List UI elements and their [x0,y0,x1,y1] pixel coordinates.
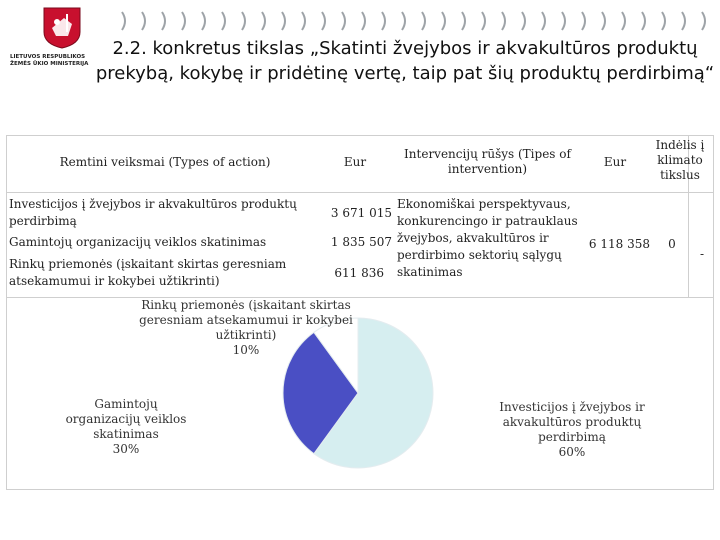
header-climate: Indėlis į klimato tikslus [655,138,705,182]
pie-label-markets-percent: 10% [232,343,260,357]
climate-dash: - [699,247,705,261]
pie-label-investments [496,400,648,460]
row-1-eur: 3 671 015 [330,206,392,220]
slide-title: 2.2. konkretus tikslas „Skatinti žvejybos ir akvakultūros produktų prekybą, kokybę ir pridėtinę vertę, taip pat šių produktų perdirbimą“ [95,38,715,84]
pie-label-producers [56,397,196,457]
header-intervention: Intervencijų rūšys (Tipes of intervention) [404,147,571,176]
pie-label-markets-text: Rinkų priemonės (įskaitant skirtas geresniam atsekamumui ir kokybei užtikrinti) [139,298,353,342]
logo-caption-line1: LIETUVOS RESPUBLIKOS [10,54,86,60]
row-1-action: Investicijos į žvejybos ir akvakultūros produktų perdirbimą [9,197,297,228]
pie-label-markets [130,298,362,358]
row-3-action: Rinkų priemonės (įskaitant skirtas geresniam atsekamumui ir kokybei užtikrinti) [9,257,287,288]
logo-caption-line2: ŽEMĖS ŪKIO MINISTERIJA [10,60,89,67]
header-eur2: Eur [603,155,627,169]
row-2-action: Gamintojų organizacijų veiklos skatinimas [9,235,267,249]
pie-label-investments-text: Investicijos į žvejybos ir akvakultūros produktų perdirbimą [499,400,645,444]
pie-label-investments-percent: 60% [558,445,586,459]
pie-label-producers-percent: 30% [112,442,140,456]
intervention-eur: 6 118 358 [588,237,650,251]
climate-value: 0 [668,237,676,251]
row-2-eur: 1 835 507 [330,235,392,249]
intervention-text: Ekonomiškai perspektyvaus, konkurencingo ir patrauklaus žvejybos, akvakultūros ir perdirbimo sektorių sąlygų skatinimas [397,197,578,279]
row-3-eur: 611 836 [334,266,384,280]
pie-label-producers-text: Gamintojų organizacijų veiklos skatinimas [65,397,187,441]
header-actions: Remtini veiksmai (Types of action) [59,155,271,169]
header-eur: Eur [343,155,367,169]
